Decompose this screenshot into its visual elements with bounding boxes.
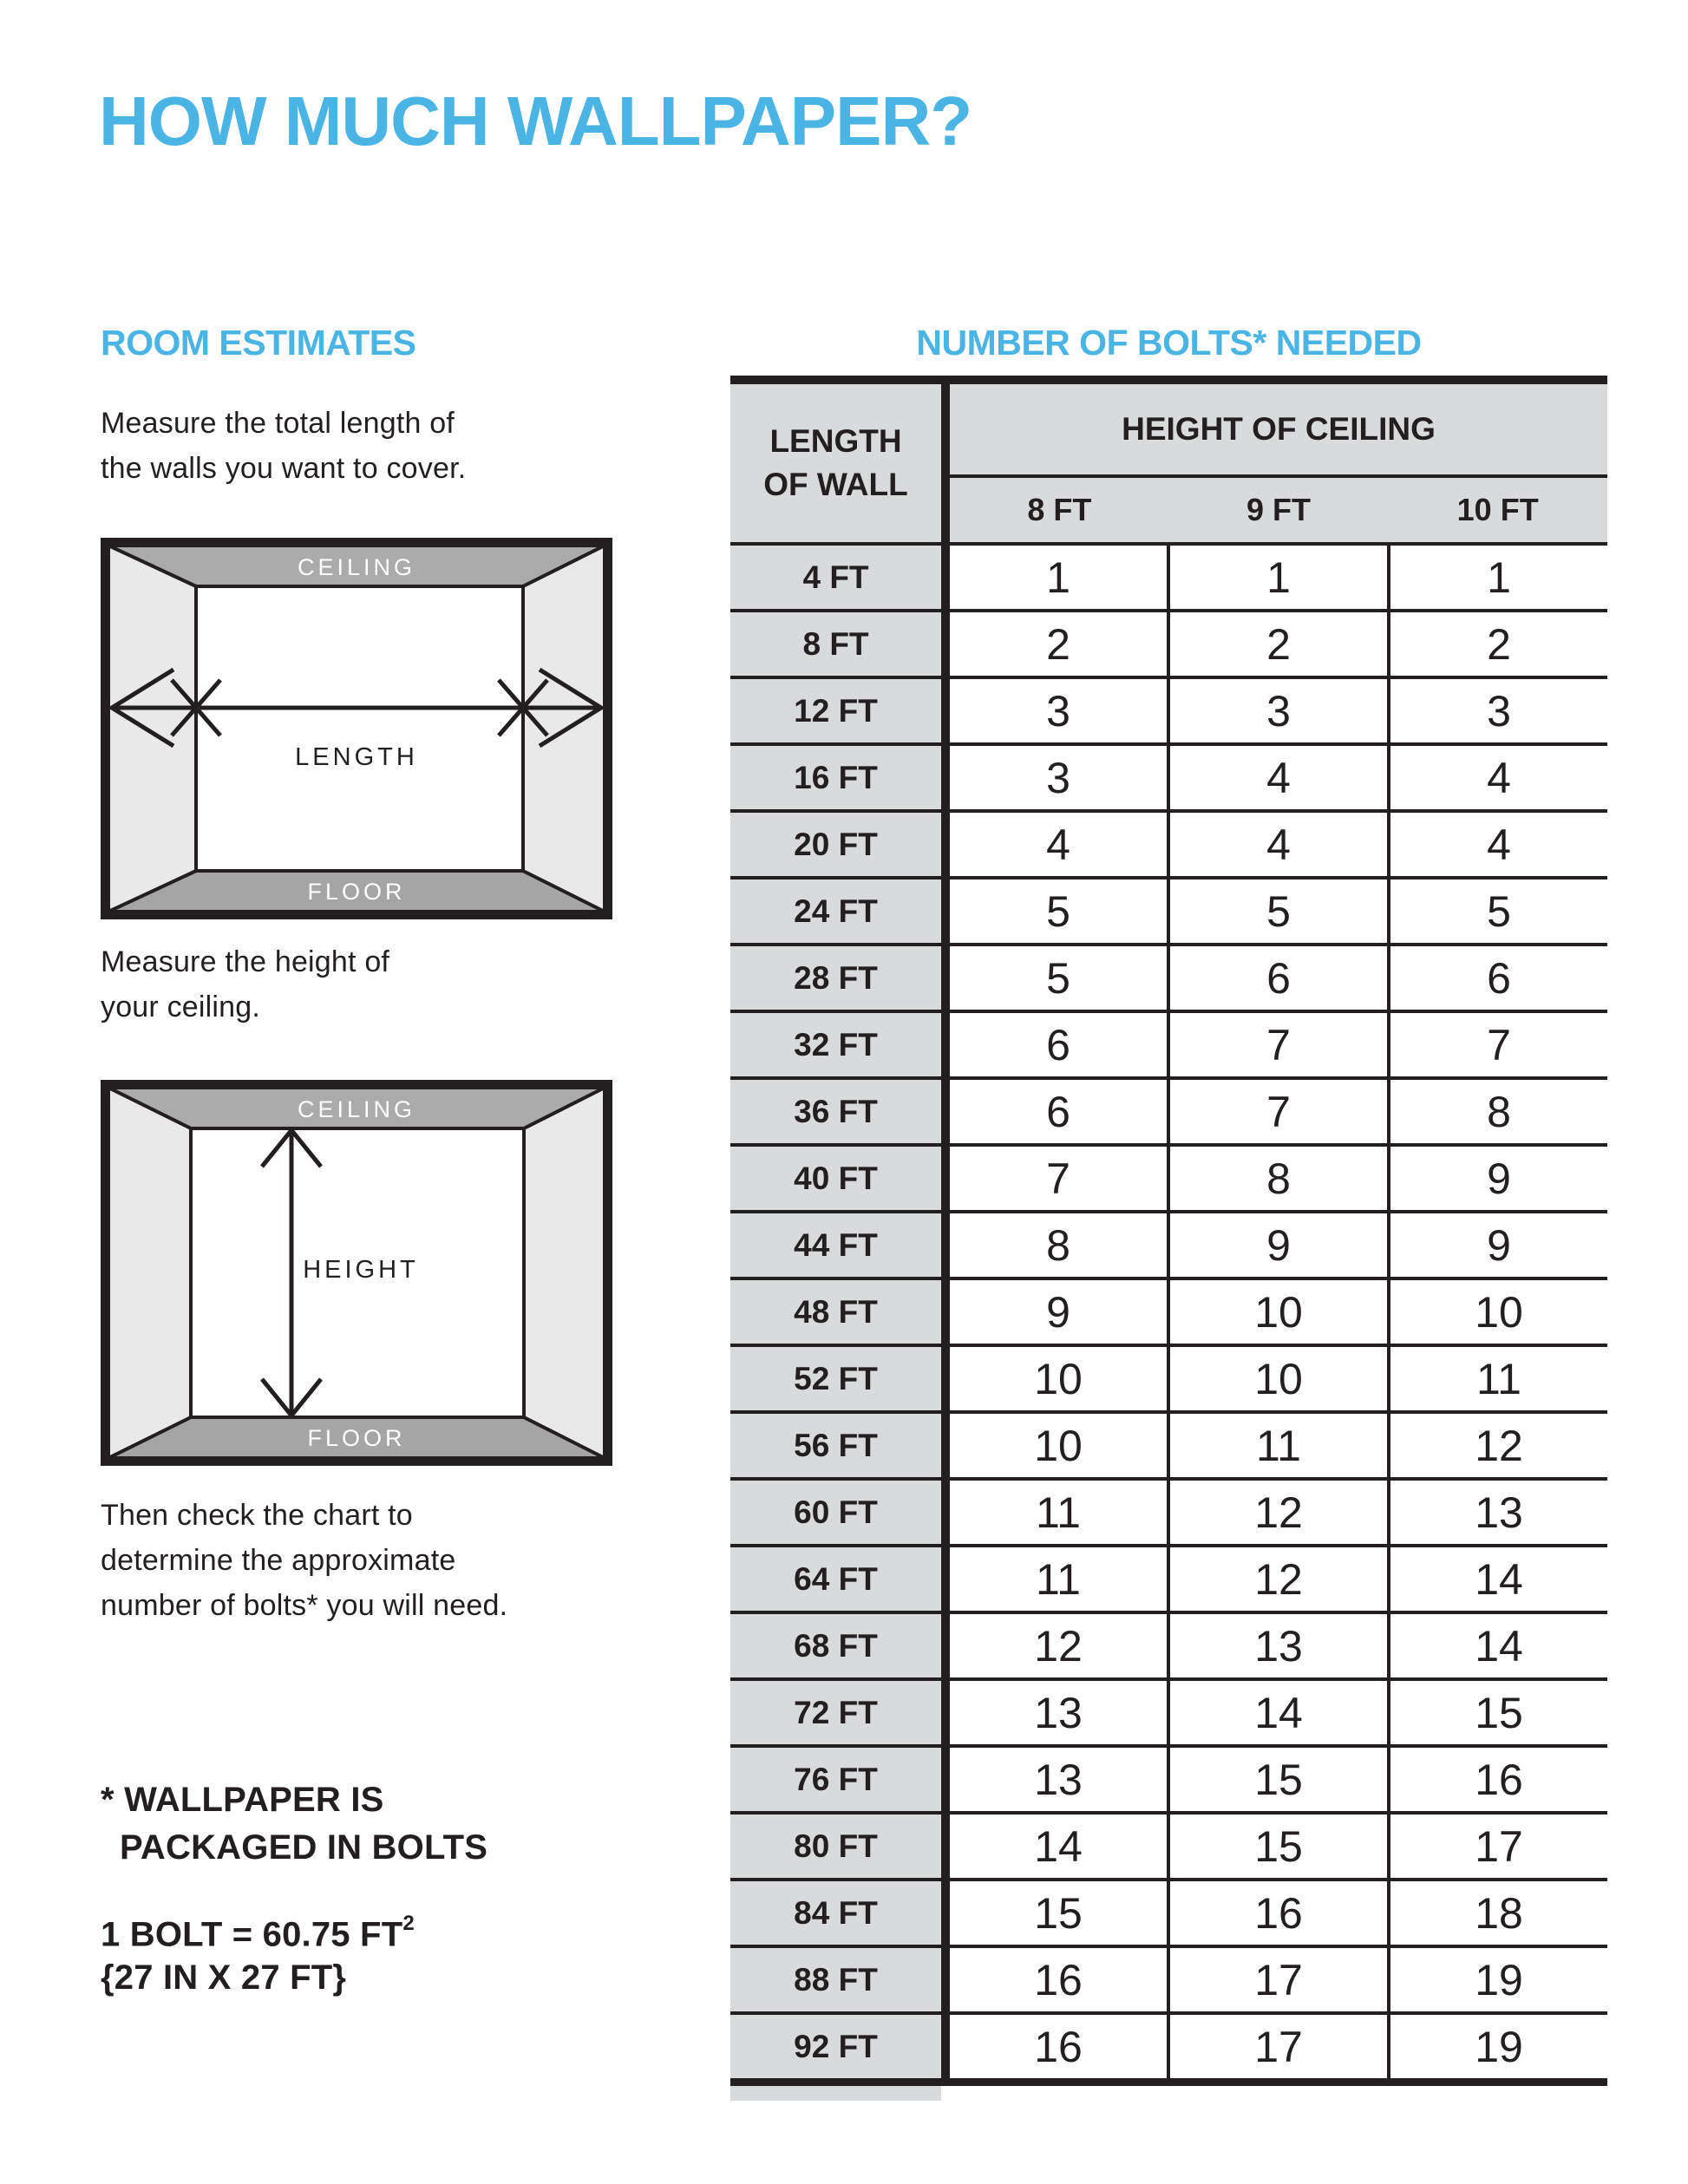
table-row xyxy=(730,809,1607,876)
bolt-count-cell: 11 xyxy=(950,1481,1167,1544)
wall-length-cell: 16 FT xyxy=(730,746,950,809)
bolt-count-cell: 10 xyxy=(1167,1280,1387,1344)
left-wall xyxy=(108,1088,191,1458)
bolt-count-cell: 11 xyxy=(1167,1414,1387,1477)
bolt-count-cell: 2 xyxy=(1387,612,1607,676)
wall-length-cell: 36 FT xyxy=(730,1080,950,1143)
bolt-count-cell: 6 xyxy=(950,1013,1167,1076)
bolt-count-cell: 11 xyxy=(950,1547,1167,1611)
bolt-count-cell: 1 xyxy=(1167,546,1387,609)
table-header xyxy=(730,384,1607,542)
bolt-count-cell: 2 xyxy=(950,612,1167,676)
step2-line2: your ceiling. xyxy=(101,991,261,1023)
bolt-count-cell: 9 xyxy=(1387,1147,1607,1210)
bolt-count-cell: 11 xyxy=(1387,1347,1607,1410)
bolt-count-cell: 5 xyxy=(950,946,1167,1010)
room-length-diagram xyxy=(101,538,612,919)
wall-length-cell: 44 FT xyxy=(730,1213,950,1277)
bolt-count-cell: 13 xyxy=(1387,1481,1607,1544)
wall-length-cell: 60 FT xyxy=(730,1481,950,1544)
bolt-count-cell: 8 xyxy=(1387,1080,1607,1143)
bolt-count-cell: 12 xyxy=(1167,1547,1387,1611)
length-label: LENGTH xyxy=(295,743,418,771)
bolt-count-cell: 13 xyxy=(950,1748,1167,1811)
wall-length-cell: 4 FT xyxy=(730,546,950,609)
wall-length-cell: 12 FT xyxy=(730,679,950,742)
bolt-count-cell: 10 xyxy=(950,1347,1167,1410)
bolt-count-cell: 6 xyxy=(1167,946,1387,1010)
bolt-count-cell: 4 xyxy=(1167,746,1387,809)
bolt-count-cell: 3 xyxy=(1167,679,1387,742)
step3-line3: number of bolts* you will need. xyxy=(101,1589,508,1622)
wall-length-cell: 20 FT xyxy=(730,813,950,876)
length-header-line1: LENGTH xyxy=(769,423,902,459)
bolt-count-cell: 8 xyxy=(1167,1147,1387,1210)
right-wall xyxy=(524,1088,605,1458)
table-row xyxy=(730,1410,1607,1477)
bolt-count-cell: 4 xyxy=(950,813,1167,876)
bolt-count-cell: 1 xyxy=(950,546,1167,609)
wall-length-cell: 72 FT xyxy=(730,1681,950,1744)
bolt-count-cell: 10 xyxy=(1387,1280,1607,1344)
wall-length-cell: 64 FT xyxy=(730,1547,950,1611)
table-row xyxy=(730,1277,1607,1344)
ceiling-header-group xyxy=(950,384,1607,542)
step3-line2: determine the approximate xyxy=(101,1544,456,1577)
table-row xyxy=(730,1878,1607,1945)
bolt-count-cell: 16 xyxy=(1387,1748,1607,1811)
bolts-needed-heading: NUMBER OF BOLTS* NEEDED xyxy=(916,323,1422,363)
wall-length-cell: 92 FT xyxy=(730,2015,950,2078)
table-row xyxy=(730,676,1607,742)
bolt-count-cell: 7 xyxy=(1387,1013,1607,1076)
bolt-count-cell: 3 xyxy=(950,679,1167,742)
bolt-count-cell: 1 xyxy=(1387,546,1607,609)
bolt-count-cell: 8 xyxy=(950,1213,1167,1277)
wall-length-cell: 84 FT xyxy=(730,1881,950,1945)
length-header-line2: OF WALL xyxy=(763,467,908,502)
bolt-count-cell: 14 xyxy=(1167,1681,1387,1744)
bolt-spec-superscript: 2 xyxy=(402,1912,415,1935)
table-row xyxy=(730,1076,1607,1143)
wall-length-cell: 88 FT xyxy=(730,1948,950,2011)
bolt-count-cell: 12 xyxy=(950,1614,1167,1677)
bolts-table xyxy=(730,376,1607,2101)
table-gray-tail xyxy=(730,2086,941,2101)
page-title: HOW MUCH WALLPAPER? xyxy=(99,82,972,160)
footnote-line1: * WALLPAPER IS xyxy=(101,1781,384,1819)
bolt-count-cell: 15 xyxy=(1167,1815,1387,1878)
wall-length-cell: 76 FT xyxy=(730,1748,950,1811)
bolt-count-cell: 16 xyxy=(1167,1881,1387,1945)
table-row xyxy=(730,742,1607,809)
subheader-10ft: 10 FT xyxy=(1456,492,1539,527)
bolt-count-cell: 14 xyxy=(1387,1614,1607,1677)
bolt-count-cell: 9 xyxy=(1167,1213,1387,1277)
bolt-count-cell: 3 xyxy=(1387,679,1607,742)
back-wall xyxy=(196,586,523,871)
step1-instruction xyxy=(101,401,466,491)
wall-length-cell: 28 FT xyxy=(730,946,950,1010)
table-row xyxy=(730,1811,1607,1878)
bolt-count-cell: 19 xyxy=(1387,1948,1607,2011)
step1-line1: Measure the total length of xyxy=(101,407,455,440)
bolt-count-cell: 9 xyxy=(950,1280,1167,1344)
ceiling-label: CEILING xyxy=(297,1096,416,1122)
height-label: HEIGHT xyxy=(303,1256,419,1284)
bolt-count-cell: 15 xyxy=(1387,1681,1607,1744)
bolt-count-cell: 17 xyxy=(1167,1948,1387,2011)
bolt-count-cell: 10 xyxy=(1167,1347,1387,1410)
bolt-count-cell: 2 xyxy=(1167,612,1387,676)
wall-length-cell: 40 FT xyxy=(730,1147,950,1210)
bolt-spec-text: 1 BOLT = 60.75 FT xyxy=(101,1915,403,1954)
table-row xyxy=(730,1010,1607,1076)
bolt-count-cell: 5 xyxy=(1167,879,1387,943)
wallpaper-footnote xyxy=(101,1776,487,1872)
bolt-count-cell: 12 xyxy=(1387,1414,1607,1477)
bolt-count-cell: 16 xyxy=(950,1948,1167,2011)
table-row xyxy=(730,1744,1607,1811)
wall-length-cell: 68 FT xyxy=(730,1614,950,1677)
bolt-spec xyxy=(101,1912,415,1954)
step2-line1: Measure the height of xyxy=(101,945,390,978)
table-row xyxy=(730,1210,1607,1277)
bolt-count-cell: 6 xyxy=(1387,946,1607,1010)
bolt-count-cell: 16 xyxy=(950,2015,1167,2078)
wall-length-cell: 8 FT xyxy=(730,612,950,676)
subheader-9ft: 9 FT xyxy=(1246,492,1312,527)
bolt-count-cell: 7 xyxy=(950,1147,1167,1210)
room-height-diagram xyxy=(101,1080,612,1466)
wall-length-cell: 24 FT xyxy=(730,879,950,943)
table-row xyxy=(730,1544,1607,1611)
table-body xyxy=(730,542,1607,2078)
bolt-count-cell: 17 xyxy=(1387,1815,1607,1878)
wall-length-cell: 80 FT xyxy=(730,1815,950,1878)
floor-label: FLOOR xyxy=(307,879,406,905)
bolt-count-cell: 14 xyxy=(950,1815,1167,1878)
bolt-count-cell: 7 xyxy=(1167,1013,1387,1076)
bolt-count-cell: 12 xyxy=(1167,1481,1387,1544)
table-row xyxy=(730,1945,1607,2011)
bolt-count-cell: 5 xyxy=(950,879,1167,943)
table-row xyxy=(730,1677,1607,1744)
bolt-count-cell: 4 xyxy=(1167,813,1387,876)
table-row xyxy=(730,609,1607,676)
bolt-dimensions: {27 IN X 27 FT} xyxy=(101,1958,347,1997)
step2-instruction xyxy=(101,939,389,1030)
footnote-line2: PACKAGED IN BOLTS xyxy=(120,1828,488,1867)
bolt-count-cell: 4 xyxy=(1387,813,1607,876)
bolt-count-cell: 3 xyxy=(950,746,1167,809)
bolt-count-cell: 15 xyxy=(1167,1748,1387,1811)
bolt-count-cell: 13 xyxy=(1167,1614,1387,1677)
ceiling-label: CEILING xyxy=(297,554,416,580)
ceiling-subheaders xyxy=(950,478,1607,542)
bolt-count-cell: 9 xyxy=(1387,1213,1607,1277)
table-top-border xyxy=(730,376,1607,384)
bolt-count-cell: 4 xyxy=(1387,746,1607,809)
table-row xyxy=(730,2011,1607,2078)
bolt-count-cell: 19 xyxy=(1387,2015,1607,2078)
height-of-ceiling-header: HEIGHT OF CEILING xyxy=(950,384,1607,474)
step1-line2: the walls you want to cover. xyxy=(101,452,467,485)
wall-length-cell: 56 FT xyxy=(730,1414,950,1477)
bolt-count-cell: 5 xyxy=(1387,879,1607,943)
wall-length-cell: 48 FT xyxy=(730,1280,950,1344)
table-row xyxy=(730,1477,1607,1544)
bolt-count-cell: 15 xyxy=(950,1881,1167,1945)
table-row xyxy=(730,542,1607,609)
wall-length-cell: 52 FT xyxy=(730,1347,950,1410)
bolt-count-cell: 7 xyxy=(1167,1080,1387,1143)
table-row xyxy=(730,1344,1607,1410)
subheader-8ft: 8 FT xyxy=(1027,492,1092,527)
wall-length-cell: 32 FT xyxy=(730,1013,950,1076)
bolt-count-cell: 14 xyxy=(1387,1547,1607,1611)
table-row xyxy=(730,1143,1607,1210)
bolt-count-cell: 13 xyxy=(950,1681,1167,1744)
bolt-count-cell: 17 xyxy=(1167,2015,1387,2078)
bolt-count-cell: 6 xyxy=(950,1080,1167,1143)
bolt-count-cell: 18 xyxy=(1387,1881,1607,1945)
table-bottom-border xyxy=(730,2078,1607,2086)
table-row xyxy=(730,876,1607,943)
bolt-count-cell: 10 xyxy=(950,1414,1167,1477)
length-of-wall-header xyxy=(730,384,950,542)
room-estimates-heading: ROOM ESTIMATES xyxy=(101,323,416,363)
table-row xyxy=(730,1611,1607,1677)
left-wall xyxy=(108,546,196,912)
step3-line1: Then check the chart to xyxy=(101,1499,413,1532)
floor-label: FLOOR xyxy=(307,1425,406,1451)
table-row xyxy=(730,943,1607,1010)
step3-instruction xyxy=(101,1493,507,1628)
